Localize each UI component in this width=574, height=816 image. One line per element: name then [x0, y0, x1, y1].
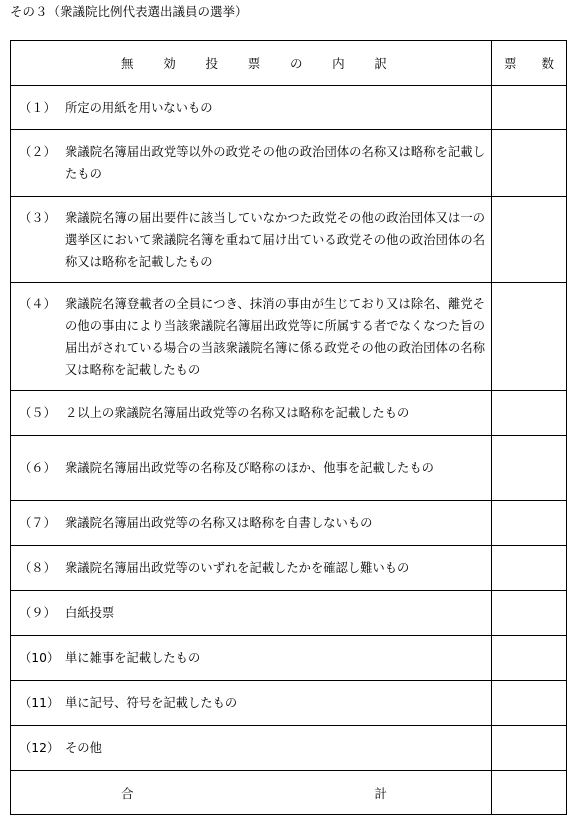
vote-count-cell[interactable]: [492, 681, 567, 726]
table-row: [11, 86, 567, 130]
item-text: ２以上の衆議院名簿届出政党等の名称又は略称を記載したもの: [65, 406, 410, 420]
item-content: [11, 692, 491, 714]
item-cell: [11, 391, 492, 436]
total-char: 計: [374, 785, 387, 801]
item-content: [11, 97, 491, 119]
header-breakdown-char: 無: [121, 56, 134, 71]
item-text: 衆議院名簿届出政党等の名称又は略称を自書しないもの: [65, 516, 373, 530]
item-content: [11, 647, 491, 669]
item-number: （11）: [19, 696, 60, 710]
header-breakdown-char: の: [289, 56, 303, 71]
item-content: [11, 207, 491, 273]
table-row: [11, 636, 567, 681]
vote-count-cell[interactable]: [492, 546, 567, 591]
table-row: [11, 591, 567, 636]
header-breakdown-char: 効: [163, 56, 176, 71]
item-cell: [11, 501, 492, 546]
item-number: （６）: [19, 461, 56, 475]
item-content: [11, 402, 491, 424]
item-text: 衆議院名簿届出政党等以外の政党その他の政治団体の名称又は略称を記載したもの: [65, 145, 485, 181]
table-header-row: [11, 41, 567, 86]
table-row: [11, 726, 567, 771]
invalid-votes-table: [10, 40, 567, 815]
header-count-char: 数: [541, 56, 554, 71]
header-breakdown-char: 訳: [374, 56, 387, 71]
item-content: [11, 737, 491, 759]
vote-count-cell[interactable]: [492, 726, 567, 771]
item-content: [11, 512, 491, 534]
item-number: （４）: [19, 296, 56, 311]
item-cell: [11, 197, 492, 283]
item-number: （１）: [19, 100, 56, 115]
header-breakdown-cell: [11, 41, 492, 86]
header-count-cell: [492, 41, 567, 86]
header-breakdown-label: [11, 54, 491, 72]
item-text: 衆議院名簿届出政党等のいずれを記載したかを確認し難いもの: [65, 561, 410, 575]
total-label: [11, 784, 491, 802]
item-content: [11, 457, 491, 479]
vote-count-cell[interactable]: [492, 130, 567, 197]
table-row: [11, 283, 567, 391]
header-count-label: [492, 54, 566, 72]
item-number: （９）: [19, 606, 56, 620]
total-char: 合: [121, 785, 134, 801]
header-breakdown-char: 内: [332, 56, 345, 71]
item-text: 衆議院名簿届出政党等の名称及び略称のほか、他事を記載したもの: [65, 461, 434, 475]
header-count-char: 票: [504, 56, 517, 71]
item-cell: [11, 130, 492, 197]
item-number: （５）: [19, 406, 56, 420]
item-content: [11, 141, 491, 185]
vote-count-cell[interactable]: [492, 197, 567, 283]
header-breakdown-char: 投: [205, 56, 218, 71]
item-cell: [11, 726, 492, 771]
item-number: （10）: [19, 651, 60, 665]
item-content: [11, 557, 491, 579]
item-text: 単に雑事を記載したもの: [65, 651, 201, 665]
total-row: [11, 771, 567, 815]
item-cell: [11, 546, 492, 591]
item-number: （２）: [19, 145, 56, 159]
item-content: [11, 293, 491, 381]
table-row: [11, 501, 567, 546]
table-row: [11, 546, 567, 591]
item-number: （７）: [19, 516, 56, 530]
item-text: 単に記号、符号を記載したもの: [65, 696, 238, 710]
table-row: [11, 197, 567, 283]
item-number: （12）: [19, 741, 60, 755]
item-text: 衆議院名簿の届出要件に該当していなかつた政党その他の政治団体又は一の選挙区において衆議院名簿を重ねて届け出ている政党その他の政治団体の名称又は略称を記載したもの: [65, 210, 485, 269]
vote-count-cell[interactable]: [492, 86, 567, 130]
vote-count-cell[interactable]: [492, 501, 567, 546]
item-text: 白紙投票: [65, 606, 115, 620]
vote-count-cell[interactable]: [492, 436, 567, 501]
item-cell: [11, 636, 492, 681]
page-title: その３（衆議院比例代表選出議員の選挙）: [10, 4, 248, 19]
item-cell: [11, 436, 492, 501]
vote-count-cell[interactable]: [492, 391, 567, 436]
table-row: [11, 391, 567, 436]
item-number: （３）: [19, 210, 56, 225]
header-breakdown-char: 票: [247, 56, 261, 71]
item-cell: [11, 283, 492, 391]
table-row: [11, 681, 567, 726]
item-text: その他: [65, 741, 102, 755]
item-text: 所定の用紙を用いないもの: [65, 100, 213, 115]
item-number: （８）: [19, 561, 56, 575]
table-row: [11, 130, 567, 197]
item-content: [11, 602, 491, 624]
item-cell: [11, 681, 492, 726]
item-cell: [11, 591, 492, 636]
vote-count-cell[interactable]: [492, 283, 567, 391]
vote-count-cell[interactable]: [492, 636, 567, 681]
vote-count-cell[interactable]: [492, 591, 567, 636]
total-label-cell: [11, 771, 492, 815]
item-cell: [11, 86, 492, 130]
item-text: 衆議院名簿登載者の全員につき、抹消の事由が生じており又は除名、離党その他の事由により当該衆議院名簿届出政党等に所属する者でなくなつた旨の届出がされている場合の当該衆議院名簿に係る政党その他の政治団体の名称又は略称を記載したもの: [65, 296, 485, 377]
total-count-cell[interactable]: [492, 771, 567, 815]
table-row: [11, 436, 567, 501]
